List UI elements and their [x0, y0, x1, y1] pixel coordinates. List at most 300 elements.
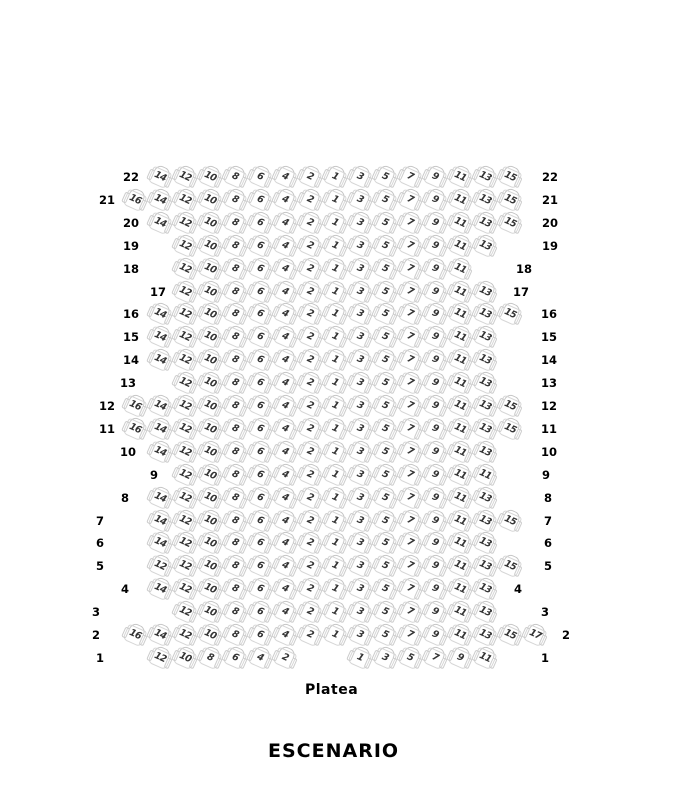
- seat-number: 14: [152, 444, 168, 460]
- seat-number: 3: [355, 582, 366, 595]
- seat-number: 7: [405, 628, 416, 641]
- seat-number: 8: [230, 582, 241, 595]
- seat-number: 11: [452, 558, 468, 574]
- seat-number: 1: [330, 376, 341, 389]
- seat-number: 12: [177, 604, 193, 620]
- seat-number: 3: [355, 262, 366, 275]
- seat-number: 3: [355, 285, 366, 298]
- seat-number: 14: [152, 535, 168, 551]
- seat-number: 4: [280, 628, 291, 641]
- seat-number: 1: [330, 628, 341, 641]
- row-label-left-4: 4: [120, 582, 129, 596]
- seat-number: 10: [202, 329, 218, 345]
- seat-number: 11: [452, 352, 468, 368]
- seat-row2-num17-col16[interactable]: [520, 620, 549, 649]
- section-label-platea: Platea: [305, 682, 359, 698]
- seat-number: 3: [355, 468, 366, 481]
- row-label-left-18: 18: [122, 262, 139, 276]
- seat-number: 4: [280, 468, 291, 481]
- seat-number: 12: [177, 261, 193, 277]
- seat-number: 5: [380, 445, 391, 458]
- seat-number: 5: [405, 651, 416, 664]
- seat-number: 6: [255, 491, 266, 504]
- seat-number: 8: [230, 559, 241, 572]
- seat-number: 10: [202, 581, 218, 597]
- seat-number: 12: [177, 581, 193, 597]
- seat-number: 2: [305, 193, 316, 206]
- seat-number: 14: [152, 513, 168, 529]
- seat-number: 14: [152, 192, 168, 208]
- seat-number: 9: [430, 422, 441, 435]
- seat-number: 6: [255, 399, 266, 412]
- seat-number: 11: [452, 581, 468, 597]
- seat-number: 11: [452, 169, 468, 185]
- seat-row1-num5-col11[interactable]: [395, 643, 424, 672]
- seat-number: 8: [230, 170, 241, 183]
- seat-number: 1: [330, 399, 341, 412]
- seat-number: 12: [177, 513, 193, 529]
- seat-number: 14: [152, 215, 168, 231]
- seat-number: 13: [477, 169, 493, 185]
- seat-number: 7: [405, 559, 416, 572]
- seat-row10-num14-col1[interactable]: [145, 437, 174, 466]
- seat-number: 5: [380, 239, 391, 252]
- seat-number: 12: [177, 306, 193, 322]
- row-label-right-16: 16: [540, 307, 557, 321]
- seat-number: 15: [502, 627, 518, 643]
- seat-number: 11: [477, 650, 493, 666]
- seat-number: 3: [355, 376, 366, 389]
- seat-number: 4: [280, 399, 291, 412]
- seat-row11-num16-col0[interactable]: [120, 414, 149, 443]
- seat-number: 3: [355, 514, 366, 527]
- seat-number: 14: [152, 398, 168, 414]
- seat-number: 4: [280, 307, 291, 320]
- seat-number: 7: [405, 445, 416, 458]
- seat-number: 1: [330, 468, 341, 481]
- row-label-left-14: 14: [122, 353, 139, 367]
- seat-number: 1: [330, 216, 341, 229]
- row-label-right-17: 17: [512, 285, 529, 299]
- seat-number: 13: [477, 375, 493, 391]
- seat-number: 4: [280, 491, 291, 504]
- row-label-right-22: 22: [541, 170, 558, 184]
- seat-row1-num1-col9[interactable]: [345, 643, 374, 672]
- seat-number: 8: [230, 262, 241, 275]
- seat-number: 4: [280, 422, 291, 435]
- seat-number: 5: [380, 353, 391, 366]
- seat-number: 6: [255, 376, 266, 389]
- seat-row2-num2-col7[interactable]: [295, 620, 324, 649]
- seat-number: 7: [405, 399, 416, 412]
- seat-number: 9: [430, 239, 441, 252]
- seat-number: 2: [305, 422, 316, 435]
- seat-number: 5: [380, 491, 391, 504]
- row-label-right-3: 3: [540, 605, 549, 619]
- seat-number: 4: [280, 376, 291, 389]
- seat-number: 3: [355, 330, 366, 343]
- seat-number: 8: [205, 651, 216, 664]
- seat-number: 3: [355, 307, 366, 320]
- seat-number: 8: [230, 353, 241, 366]
- seat-row7-num15-col15[interactable]: [495, 506, 524, 535]
- seat-number: 5: [380, 307, 391, 320]
- seat-number: 2: [305, 445, 316, 458]
- seat-number: 15: [502, 306, 518, 322]
- seat-number: 1: [330, 491, 341, 504]
- seat-number: 13: [477, 513, 493, 529]
- seat-number: 1: [330, 445, 341, 458]
- seat-number: 2: [280, 651, 291, 664]
- seat-number: 4: [280, 330, 291, 343]
- seat-row1-num4-col5[interactable]: [245, 643, 274, 672]
- seat-number: 9: [430, 353, 441, 366]
- seat-number: 9: [430, 628, 441, 641]
- seat-number: 8: [230, 445, 241, 458]
- seat-number: 7: [405, 422, 416, 435]
- seat-number: 1: [330, 582, 341, 595]
- row-label-left-12: 12: [98, 399, 115, 413]
- seat-number: 8: [230, 193, 241, 206]
- seat-number: 2: [305, 605, 316, 618]
- seat-number: 2: [305, 491, 316, 504]
- seat-number: 5: [380, 628, 391, 641]
- row-label-right-4: 4: [513, 582, 522, 596]
- seat-number: 13: [477, 398, 493, 414]
- seat-number: 4: [280, 239, 291, 252]
- row-label-right-5: 5: [543, 559, 552, 573]
- seat-number: 7: [405, 330, 416, 343]
- seat-number: 3: [355, 491, 366, 504]
- seat-number: 7: [405, 193, 416, 206]
- seat-number: 2: [305, 628, 316, 641]
- stage-label-escenario: ESCENARIO: [268, 740, 400, 762]
- seat-number: 13: [477, 444, 493, 460]
- seat-number: 6: [255, 582, 266, 595]
- seat-number: 6: [255, 330, 266, 343]
- seat-number: 3: [355, 399, 366, 412]
- seat-row1-num6-col4[interactable]: [220, 643, 249, 672]
- row-label-left-6: 6: [95, 536, 104, 550]
- seat-number: 5: [380, 330, 391, 343]
- row-label-left-22: 22: [122, 170, 139, 184]
- seat-number: 1: [330, 514, 341, 527]
- seat-number: 10: [202, 421, 218, 437]
- row-label-left-19: 19: [122, 239, 139, 253]
- seat-number: 6: [230, 651, 241, 664]
- seat-number: 7: [405, 239, 416, 252]
- row-label-left-10: 10: [119, 445, 136, 459]
- seat-number: 6: [255, 353, 266, 366]
- seat-number: 2: [305, 376, 316, 389]
- seat-row20-num14-col1[interactable]: [145, 208, 174, 237]
- seat-number: 12: [177, 444, 193, 460]
- row-label-left-5: 5: [95, 559, 104, 573]
- seat-number: 4: [280, 262, 291, 275]
- seat-number: 4: [280, 170, 291, 183]
- row-label-left-9: 9: [149, 468, 158, 482]
- seat-number: 10: [202, 604, 218, 620]
- seat-number: 8: [230, 216, 241, 229]
- seat-number: 1: [330, 559, 341, 572]
- seat-number: 7: [405, 262, 416, 275]
- seat-number: 10: [202, 535, 218, 551]
- seat-number: 8: [230, 330, 241, 343]
- seat-row1-num3-col10[interactable]: [370, 643, 399, 672]
- seat-number: 16: [127, 398, 143, 414]
- seat-number: 7: [405, 536, 416, 549]
- seat-number: 13: [477, 329, 493, 345]
- seat-number: 16: [127, 627, 143, 643]
- seat-number: 12: [177, 558, 193, 574]
- seat-number: 6: [255, 605, 266, 618]
- seat-number: 11: [452, 444, 468, 460]
- seat-number: 13: [477, 627, 493, 643]
- seat-number: 7: [405, 491, 416, 504]
- seat-number: 12: [177, 238, 193, 254]
- seat-number: 3: [355, 559, 366, 572]
- seat-number: 5: [380, 559, 391, 572]
- seat-number: 7: [405, 376, 416, 389]
- seat-number: 6: [255, 216, 266, 229]
- row-label-left-2: 2: [91, 628, 100, 642]
- row-label-right-9: 9: [541, 468, 550, 482]
- seat-number: 6: [255, 193, 266, 206]
- seat-number: 4: [280, 582, 291, 595]
- seat-row1-num11-col14[interactable]: [470, 643, 499, 672]
- seat-row14-num14-col1[interactable]: [145, 345, 174, 374]
- seat-number: 5: [380, 468, 391, 481]
- seat-number: 12: [177, 490, 193, 506]
- seat-number: 5: [380, 170, 391, 183]
- seat-number: 10: [202, 352, 218, 368]
- seat-number: 3: [355, 239, 366, 252]
- seat-number: 8: [230, 628, 241, 641]
- seat-number: 3: [355, 628, 366, 641]
- seat-row21-num16-col0[interactable]: [120, 185, 149, 214]
- seat-number: 1: [330, 536, 341, 549]
- seat-number: 9: [430, 285, 441, 298]
- seat-number: 12: [177, 467, 193, 483]
- seat-row1-num10-col2[interactable]: [170, 643, 199, 672]
- seat-number: 6: [255, 468, 266, 481]
- seat-number: 10: [202, 513, 218, 529]
- seat-number: 15: [502, 513, 518, 529]
- seat-number: 10: [177, 650, 193, 666]
- seat-number: 9: [430, 468, 441, 481]
- seat-number: 3: [355, 353, 366, 366]
- seat-number: 13: [477, 215, 493, 231]
- seat-number: 12: [177, 169, 193, 185]
- seat-number: 1: [330, 170, 341, 183]
- seat-number: 11: [452, 329, 468, 345]
- seat-number: 13: [477, 238, 493, 254]
- seat-number: 15: [502, 421, 518, 437]
- seat-number: 10: [202, 558, 218, 574]
- seat-number: 9: [430, 216, 441, 229]
- seat-number: 11: [452, 306, 468, 322]
- seat-row1-num8-col3[interactable]: [195, 643, 224, 672]
- seat-number: 9: [430, 193, 441, 206]
- seat-number: 2: [305, 559, 316, 572]
- seat-number: 9: [430, 559, 441, 572]
- seat-number: 8: [230, 491, 241, 504]
- seat-number: 6: [255, 445, 266, 458]
- row-label-right-12: 12: [540, 399, 557, 413]
- row-label-right-10: 10: [540, 445, 557, 459]
- seat-number: 11: [452, 535, 468, 551]
- seat-number: 1: [330, 330, 341, 343]
- seat-number: 2: [305, 353, 316, 366]
- seat-number: 8: [230, 605, 241, 618]
- seat-number: 8: [230, 422, 241, 435]
- seat-number: 15: [502, 169, 518, 185]
- seat-number: 5: [380, 422, 391, 435]
- seat-number: 1: [330, 353, 341, 366]
- row-label-left-17: 17: [149, 285, 166, 299]
- seat-number: 16: [127, 192, 143, 208]
- seat-number: 2: [305, 216, 316, 229]
- seat-row16-num15-col15[interactable]: [495, 299, 524, 328]
- seat-row1-num12-col1[interactable]: [145, 643, 174, 672]
- seat-number: 5: [380, 514, 391, 527]
- seat-number: 15: [502, 192, 518, 208]
- seat-number: 14: [152, 581, 168, 597]
- seat-number: 11: [452, 375, 468, 391]
- seat-number: 4: [280, 353, 291, 366]
- seat-number: 5: [380, 216, 391, 229]
- seat-number: 5: [380, 376, 391, 389]
- row-label-right-19: 19: [541, 239, 558, 253]
- row-label-right-8: 8: [543, 491, 552, 505]
- seat-row11-num15-col15[interactable]: [495, 414, 524, 443]
- seat-number: 12: [177, 375, 193, 391]
- seat-number: 4: [255, 651, 266, 664]
- row-label-right-18: 18: [515, 262, 532, 276]
- seat-number: 1: [330, 605, 341, 618]
- seat-number: 6: [255, 285, 266, 298]
- seat-number: 4: [280, 536, 291, 549]
- seat-number: 8: [230, 536, 241, 549]
- seat-number: 14: [152, 627, 168, 643]
- seat-number: 9: [430, 605, 441, 618]
- seat-number: 12: [177, 329, 193, 345]
- seat-number: 5: [380, 582, 391, 595]
- seat-row1-num9-col13[interactable]: [445, 643, 474, 672]
- seat-number: 13: [477, 604, 493, 620]
- seat-number: 3: [355, 170, 366, 183]
- seat-number: 11: [452, 513, 468, 529]
- seat-row20-num15-col15[interactable]: [495, 208, 524, 237]
- seat-number: 9: [430, 445, 441, 458]
- seat-number: 12: [177, 192, 193, 208]
- seat-number: 13: [477, 490, 493, 506]
- seat-number: 10: [202, 627, 218, 643]
- seat-number: 10: [202, 467, 218, 483]
- seat-number: 7: [405, 353, 416, 366]
- seat-number: 13: [477, 421, 493, 437]
- seat-number: 1: [330, 193, 341, 206]
- seat-number: 9: [430, 170, 441, 183]
- seat-number: 8: [230, 376, 241, 389]
- seat-number: 4: [280, 514, 291, 527]
- seat-number: 7: [405, 170, 416, 183]
- seat-number: 12: [152, 650, 168, 666]
- row-label-right-21: 21: [541, 193, 558, 207]
- seat-number: 9: [430, 514, 441, 527]
- seat-number: 2: [305, 399, 316, 412]
- seat-number: 8: [230, 285, 241, 298]
- seat-number: 5: [380, 605, 391, 618]
- row-label-right-13: 13: [540, 376, 557, 390]
- seat-row2-num16-col0[interactable]: [120, 620, 149, 649]
- seat-number: 6: [255, 307, 266, 320]
- seat-row5-num15-col15[interactable]: [495, 551, 524, 580]
- seat-row1-num7-col12[interactable]: [420, 643, 449, 672]
- seat-number: 6: [255, 514, 266, 527]
- seat-number: 14: [152, 329, 168, 345]
- seat-number: 12: [177, 215, 193, 231]
- row-label-right-20: 20: [541, 216, 558, 230]
- row-label-right-2: 2: [561, 628, 570, 642]
- seat-row2-num15-col15[interactable]: [495, 620, 524, 649]
- seat-number: 11: [452, 490, 468, 506]
- seat-row2-num1-col8[interactable]: [320, 620, 349, 649]
- seat-number: 7: [405, 605, 416, 618]
- row-label-left-3: 3: [91, 605, 100, 619]
- seat-number: 2: [305, 285, 316, 298]
- seat-number: 10: [202, 398, 218, 414]
- seat-number: 10: [202, 192, 218, 208]
- seat-number: 7: [405, 285, 416, 298]
- seat-number: 5: [380, 536, 391, 549]
- seat-number: 6: [255, 422, 266, 435]
- row-label-left-1: 1: [95, 651, 104, 665]
- seat-number: 4: [280, 605, 291, 618]
- seat-number: 1: [330, 307, 341, 320]
- seat-number: 7: [405, 582, 416, 595]
- seat-number: 14: [152, 169, 168, 185]
- row-label-left-15: 15: [122, 330, 139, 344]
- seat-number: 11: [452, 467, 468, 483]
- seat-number: 15: [502, 558, 518, 574]
- seat-number: 4: [280, 285, 291, 298]
- seat-number: 11: [452, 398, 468, 414]
- seat-number: 10: [202, 306, 218, 322]
- seat-number: 6: [255, 628, 266, 641]
- row-label-left-8: 8: [120, 491, 129, 505]
- row-label-left-11: 11: [98, 422, 115, 436]
- seat-number: 13: [477, 192, 493, 208]
- seat-number: 9: [430, 330, 441, 343]
- row-label-right-1: 1: [540, 651, 549, 665]
- seat-row4-num14-col1[interactable]: [145, 574, 174, 603]
- seat-number: 2: [305, 536, 316, 549]
- seat-number: 10: [202, 238, 218, 254]
- seat-number: 7: [405, 514, 416, 527]
- seat-number: 4: [280, 216, 291, 229]
- seat-number: 3: [355, 216, 366, 229]
- seat-number: 2: [305, 170, 316, 183]
- seat-number: 4: [280, 559, 291, 572]
- seat-number: 11: [452, 604, 468, 620]
- seat-number: 9: [430, 491, 441, 504]
- seat-row1-num2-col6[interactable]: [270, 643, 299, 672]
- seat-number: 2: [305, 468, 316, 481]
- seat-row19-num13-col14[interactable]: [470, 231, 499, 260]
- row-label-right-14: 14: [540, 353, 557, 367]
- seat-number: 3: [355, 193, 366, 206]
